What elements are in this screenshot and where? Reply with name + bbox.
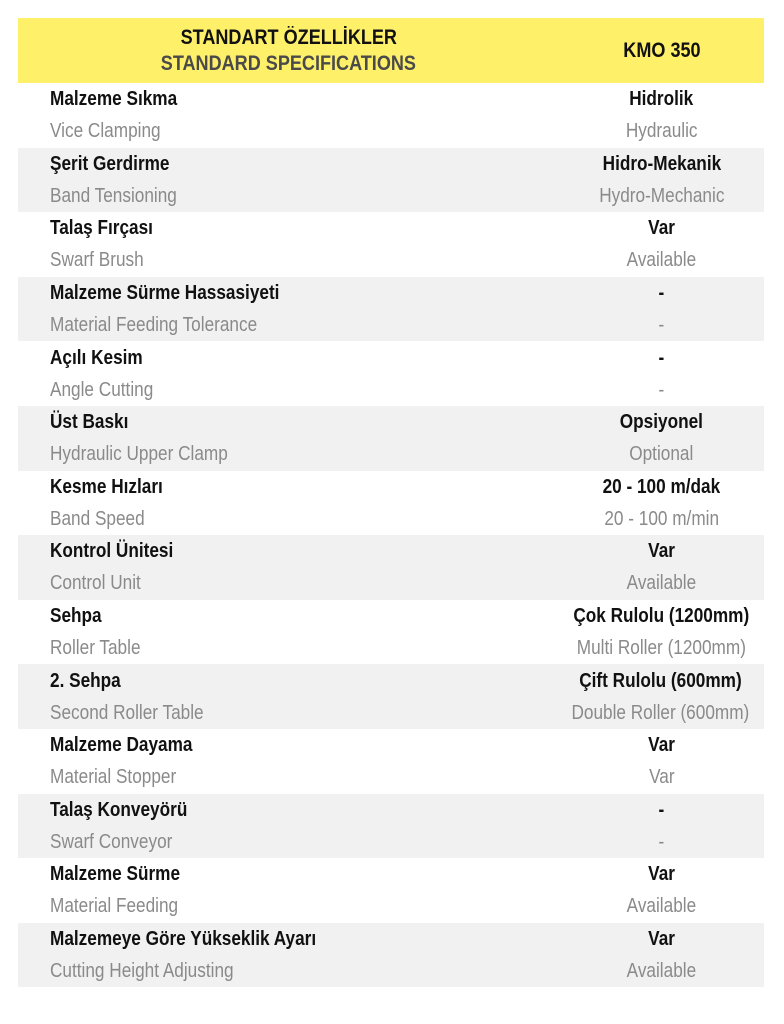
feature-cell	[18, 858, 559, 923]
feature-value-en: Double Roller (600mm)	[571, 701, 750, 724]
feature-value-en: -	[658, 830, 665, 853]
feature-value-en: Available	[626, 249, 697, 272]
feature-value-en: Available	[626, 895, 697, 918]
table-row	[18, 406, 764, 471]
header-title-tr: STANDART ÖZELLİKLER	[180, 25, 397, 49]
feature-label-en: Roller Table	[50, 637, 141, 660]
table-row	[18, 794, 764, 859]
model-name: KMO 350	[622, 38, 701, 62]
table-row	[18, 729, 764, 794]
feature-cell	[18, 212, 559, 277]
feature-cell	[18, 923, 559, 988]
header-title-en: STANDARD SPECIFICATIONS	[160, 51, 417, 75]
feature-label-tr: Üst Baskı	[50, 411, 129, 434]
feature-label-en: Cutting Height Adjusting	[50, 960, 234, 983]
table-row	[18, 664, 764, 729]
header-model-cell	[559, 18, 764, 83]
feature-label-tr: Malzemeye Göre Yükseklik Ayarı	[50, 928, 317, 951]
feature-label-tr: Malzeme Sıkma	[50, 88, 178, 111]
value-cell	[559, 471, 764, 536]
feature-cell	[18, 535, 559, 600]
table-body	[18, 83, 764, 987]
feature-cell	[18, 794, 559, 859]
feature-cell	[18, 729, 559, 794]
feature-label-tr: Kontrol Ünitesi	[50, 540, 174, 563]
value-cell	[559, 794, 764, 859]
table-row	[18, 341, 764, 406]
header-title-cell	[18, 18, 559, 83]
value-cell	[559, 923, 764, 988]
feature-label-tr: 2. Sehpa	[50, 669, 121, 692]
feature-value-tr: Var	[648, 863, 675, 886]
feature-label-en: Control Unit	[50, 572, 141, 595]
value-cell	[559, 83, 764, 148]
table-header	[18, 18, 764, 83]
feature-value-en: -	[658, 314, 665, 337]
feature-label-en: Vice Clamping	[50, 120, 161, 143]
value-cell	[559, 535, 764, 600]
table-row	[18, 858, 764, 923]
table-row	[18, 600, 764, 665]
feature-value-en: -	[658, 378, 665, 401]
feature-value-en: Hydro-Mechanic	[598, 184, 725, 207]
feature-label-en: Material Feeding Tolerance	[50, 314, 258, 337]
feature-value-en: Available	[626, 572, 697, 595]
feature-value-en: Hydraulic	[625, 120, 698, 143]
feature-label-tr: Şerit Gerdirme	[50, 152, 170, 175]
value-cell	[559, 277, 764, 342]
feature-value-tr: Opsiyonel	[619, 411, 704, 434]
value-cell	[559, 729, 764, 794]
feature-label-tr: Kesme Hızları	[50, 475, 163, 498]
feature-label-en: Swarf Conveyor	[50, 830, 173, 853]
feature-value-en: Available	[626, 960, 697, 983]
value-cell	[559, 212, 764, 277]
table-row	[18, 471, 764, 536]
value-cell	[559, 406, 764, 471]
table-row	[18, 923, 764, 988]
feature-value-tr: -	[658, 798, 665, 821]
feature-cell	[18, 277, 559, 342]
value-cell	[559, 858, 764, 923]
feature-value-tr: Çift Rulolu (600mm)	[579, 669, 742, 692]
feature-label-tr: Talaş Konveyörü	[50, 798, 188, 821]
feature-label-tr: Açılı Kesim	[50, 346, 143, 369]
feature-label-tr: Talaş Fırçası	[50, 217, 153, 240]
feature-value-tr: Hidrolik	[629, 88, 694, 111]
feature-value-tr: 20 - 100 m/dak	[602, 475, 721, 498]
feature-value-en: Var	[648, 766, 675, 789]
feature-label-en: Band Speed	[50, 507, 145, 530]
feature-value-en: Optional	[629, 443, 694, 466]
feature-cell	[18, 471, 559, 536]
feature-label-en: Band Tensioning	[50, 184, 177, 207]
value-cell	[559, 148, 764, 213]
feature-value-tr: -	[658, 282, 665, 305]
feature-label-tr: Sehpa	[50, 605, 102, 628]
table-row	[18, 148, 764, 213]
feature-cell	[18, 341, 559, 406]
table-row	[18, 212, 764, 277]
feature-label-tr: Malzeme Sürme	[50, 863, 181, 886]
feature-cell	[18, 148, 559, 213]
table-row	[18, 83, 764, 148]
feature-label-en: Angle Cutting	[50, 378, 154, 401]
value-cell	[559, 341, 764, 406]
feature-cell	[18, 600, 559, 665]
feature-label-en: Material Feeding	[50, 895, 179, 918]
feature-cell	[18, 83, 559, 148]
feature-value-tr: Çok Rulolu (1200mm)	[573, 605, 750, 628]
feature-value-en: 20 - 100 m/min	[604, 507, 719, 530]
feature-label-en: Material Stopper	[50, 766, 177, 789]
feature-label-en: Hydraulic Upper Clamp	[50, 443, 228, 466]
table-row	[18, 277, 764, 342]
specifications-table	[18, 18, 764, 987]
feature-cell	[18, 664, 557, 729]
feature-label-tr: Malzeme Sürme Hassasiyeti	[50, 282, 280, 305]
feature-value-tr: Var	[648, 928, 675, 951]
feature-label-en: Swarf Brush	[50, 249, 144, 272]
table-row	[18, 535, 764, 600]
feature-label-tr: Malzeme Dayama	[50, 734, 193, 757]
feature-label-en: Second Roller Table	[50, 701, 204, 724]
feature-value-tr: Var	[648, 540, 675, 563]
feature-value-en: Multi Roller (1200mm)	[576, 637, 747, 660]
value-cell	[557, 664, 764, 729]
feature-value-tr: -	[658, 346, 665, 369]
feature-value-tr: Hidro-Mekanik	[602, 152, 721, 175]
feature-value-tr: Var	[648, 734, 675, 757]
feature-value-tr: Var	[648, 217, 675, 240]
feature-cell	[18, 406, 559, 471]
value-cell	[559, 600, 764, 665]
